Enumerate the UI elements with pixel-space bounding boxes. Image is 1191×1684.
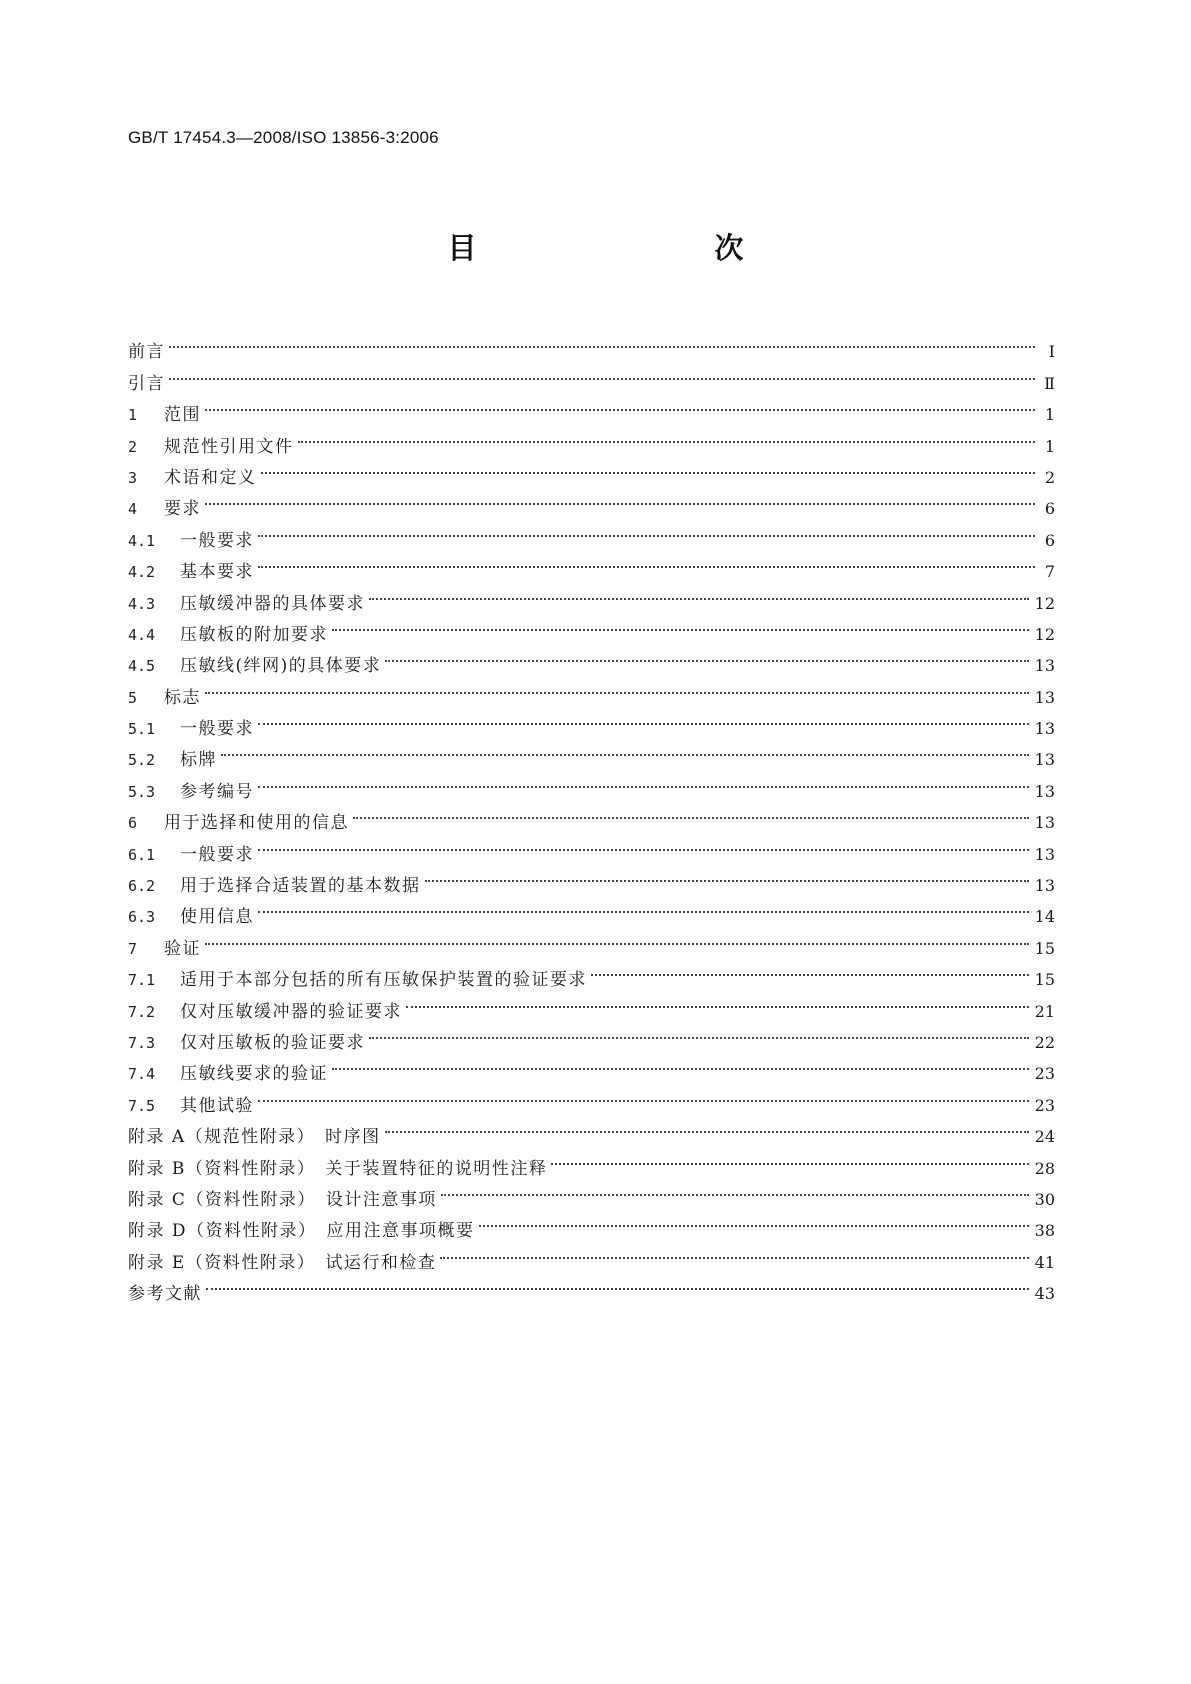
toc-entry-title: 压敏线(绊网)的具体要求 (180, 656, 382, 677)
toc-entry-title: 附录 D（资料性附录） 应用注意事项概要 (128, 1221, 475, 1242)
toc-entry-title: 标牌 (180, 750, 217, 771)
toc-dot-leader (425, 860, 1029, 891)
toc-entry-page-number: 15 (1034, 938, 1055, 958)
toc-dot-leader (479, 1205, 1029, 1236)
toc-dot-leader (205, 483, 1035, 514)
toc-entry-number: 7.4 (128, 1065, 156, 1084)
toc-entry-title: 附录 A（规范性附录） 时序图 (128, 1127, 381, 1148)
toc-entry-title: 术语和定义 (164, 467, 257, 488)
toc-entry-number: 6.1 (128, 845, 156, 864)
toc-entry-page-number: 30 (1034, 1189, 1055, 1209)
toc-entry-page-number: Ⅱ (1044, 373, 1055, 393)
table-of-contents (128, 326, 1055, 1305)
toc-entry[interactable] (128, 671, 1055, 708)
toc-entry-page-number: 22 (1034, 1032, 1055, 1052)
toc-entry-page-number: 24 (1034, 1127, 1055, 1147)
toc-entry-title: 使用信息 (180, 907, 254, 928)
toc-entry-title: 附录 B（资料性附录） 关于装置特征的说明性注释 (128, 1158, 548, 1179)
toc-entry-page-number: 6 (1044, 499, 1055, 519)
toc-entry[interactable] (128, 797, 1055, 834)
toc-dot-leader (369, 1017, 1029, 1048)
toc-entry-page-number: 38 (1034, 1221, 1055, 1241)
toc-entry-page-number: 41 (1034, 1252, 1055, 1272)
toc-entry[interactable] (128, 452, 1055, 488)
toc-entry-title: 一般要求 (180, 530, 254, 551)
toc-entry-page-number: 13 (1034, 656, 1055, 676)
toc-entry-number: 4.1 (128, 531, 156, 550)
toc-entry-page-number: 12 (1034, 624, 1055, 644)
toc-dot-leader (206, 1268, 1029, 1299)
toc-entry[interactable] (128, 577, 1055, 614)
toc-entry-page-number: 13 (1034, 687, 1055, 707)
toc-entry-title: 仅对压敏板的验证要求 (180, 1032, 365, 1053)
toc-entry-number: 4 (128, 500, 138, 519)
toc-entry-title: 压敏线要求的验证 (180, 1064, 328, 1085)
toc-entry-page-number: 13 (1034, 844, 1055, 864)
toc-dot-leader (205, 389, 1035, 420)
toc-entry-title: 附录 E（资料性附录） 试运行和检查 (128, 1252, 437, 1273)
toc-dot-leader (353, 797, 1029, 828)
toc-entry[interactable] (128, 1111, 1055, 1148)
toc-dot-leader (258, 891, 1029, 922)
toc-dot-leader (551, 1142, 1028, 1173)
toc-entry-page-number: 43 (1034, 1284, 1055, 1304)
toc-entry-page-number: 13 (1034, 813, 1055, 833)
toc-entry-number: 5.3 (128, 782, 156, 801)
toc-entry-number: 4.4 (128, 625, 156, 644)
toc-entry-page-number: 21 (1034, 1001, 1055, 1021)
toc-entry[interactable] (128, 546, 1055, 583)
toc-dot-leader (258, 703, 1029, 734)
toc-entry[interactable] (128, 514, 1055, 551)
toc-entry-title: 压敏缓冲器的具体要求 (180, 593, 365, 614)
toc-entry-title: 基本要求 (180, 562, 254, 583)
toc-entry-page-number: 23 (1034, 1095, 1055, 1115)
toc-dot-leader (591, 954, 1029, 985)
toc-dot-leader (261, 452, 1036, 483)
toc-entry-number: 1 (128, 406, 138, 425)
toc-entry[interactable] (128, 922, 1055, 959)
toc-entry-title: 验证 (164, 938, 201, 959)
toc-entry-title: 其他试验 (180, 1095, 254, 1116)
toc-entry-number: 5.1 (128, 720, 156, 739)
toc-entry-title: 标志 (164, 687, 201, 708)
toc-entry-page-number: 28 (1034, 1158, 1055, 1178)
standard-number-header: GB/T 17454.3—2008/ISO 13856-3:2006 (128, 128, 439, 147)
toc-entry-page-number: Ⅰ (1048, 342, 1055, 362)
toc-entry-title: 前言 (128, 342, 165, 363)
toc-entry-number: 7.5 (128, 1096, 156, 1115)
toc-entry-page-number: 2 (1044, 467, 1055, 487)
toc-entry-title: 用于选择合适装置的基本数据 (180, 876, 421, 897)
toc-dot-leader (440, 1236, 1028, 1267)
toc-entry-page-number: 12 (1034, 593, 1055, 613)
toc-entry[interactable] (128, 860, 1055, 897)
toc-entry[interactable] (128, 483, 1055, 520)
toc-entry-number: 4.2 (128, 563, 156, 582)
toc-entry[interactable] (128, 326, 1055, 363)
toc-entry-page-number: 15 (1034, 970, 1055, 990)
toc-entry-page-number: 14 (1034, 907, 1055, 927)
toc-dot-leader (258, 1079, 1029, 1110)
toc-dot-leader (332, 1048, 1029, 1079)
toc-entry[interactable] (128, 1268, 1055, 1305)
toc-entry[interactable] (128, 389, 1055, 426)
toc-entry-title: 范围 (164, 405, 201, 426)
toc-entry-page-number: 13 (1034, 876, 1055, 896)
toc-entry-number: 6.3 (128, 908, 156, 927)
toc-entry[interactable] (128, 703, 1055, 740)
toc-entry-number: 3 (128, 468, 138, 487)
toc-entry-title: 参考编号 (180, 781, 254, 802)
toc-dot-leader (369, 577, 1029, 608)
toc-entry-number: 6.2 (128, 877, 156, 896)
toc-entry-number: 4.5 (128, 657, 156, 676)
toc-dot-leader (169, 357, 1035, 388)
toc-entry-title: 一般要求 (180, 844, 254, 865)
toc-entry-page-number: 23 (1034, 1064, 1055, 1084)
toc-entry-number: 5.2 (128, 751, 156, 770)
toc-dot-leader (258, 546, 1035, 577)
toc-entry[interactable] (128, 891, 1055, 928)
toc-entry[interactable] (128, 765, 1055, 802)
toc-dot-leader (385, 640, 1028, 671)
toc-dot-leader (298, 420, 1036, 451)
toc-entry-page-number: 13 (1034, 719, 1055, 739)
toc-entry-title: 一般要求 (180, 719, 254, 740)
toc-dot-leader (332, 609, 1029, 640)
toc-entry-title: 附录 C（资料性附录） 设计注意事项 (128, 1189, 437, 1210)
toc-dot-leader (169, 326, 1035, 357)
toc-entry-title: 压敏板的附加要求 (180, 624, 328, 645)
toc-entry-title: 用于选择和使用的信息 (164, 813, 349, 834)
toc-entry-title: 参考文献 (128, 1284, 202, 1305)
toc-entry-number: 4.3 (128, 594, 156, 613)
toc-entry-page-number: 1 (1044, 405, 1055, 425)
toc-dot-leader (441, 1174, 1029, 1205)
toc-dot-leader (221, 734, 1029, 765)
page-title: 目 次 (447, 231, 804, 265)
toc-entry-page-number: 7 (1044, 562, 1055, 582)
toc-entry-title: 规范性引用文件 (164, 436, 294, 457)
toc-dot-leader (258, 765, 1029, 796)
toc-dot-leader (385, 1111, 1029, 1142)
toc-dot-leader (205, 671, 1029, 702)
toc-entry-title: 引言 (128, 373, 165, 394)
toc-entry-number: 2 (128, 437, 138, 456)
toc-entry-page-number: 13 (1034, 781, 1055, 801)
toc-entry-number: 6 (128, 814, 138, 833)
toc-entry-title: 适用于本部分包括的所有压敏保护装置的验证要求 (180, 970, 587, 991)
toc-entry-number: 7 (128, 939, 138, 958)
toc-dot-leader (258, 514, 1035, 545)
toc-entry-number: 7.1 (128, 971, 156, 990)
toc-entry-page-number: 13 (1034, 750, 1055, 770)
toc-entry-number: 7.3 (128, 1033, 156, 1052)
toc-entry-title: 仅对压敏缓冲器的验证要求 (180, 1001, 402, 1022)
toc-entry-number: 7.2 (128, 1002, 156, 1021)
toc-entry-page-number: 6 (1044, 530, 1055, 550)
toc-entry[interactable] (128, 1079, 1055, 1116)
toc-dot-leader (258, 828, 1029, 859)
toc-entry-page-number: 1 (1044, 436, 1055, 456)
toc-entry[interactable] (128, 734, 1055, 771)
toc-entry[interactable] (128, 420, 1055, 457)
toc-dot-leader (406, 985, 1029, 1016)
toc-entry[interactable] (128, 954, 1055, 991)
toc-entry-number: 5 (128, 688, 138, 707)
toc-entry-title: 要求 (164, 499, 201, 520)
toc-entry[interactable] (128, 828, 1055, 865)
toc-dot-leader (205, 922, 1029, 953)
toc-entry[interactable] (128, 357, 1055, 394)
